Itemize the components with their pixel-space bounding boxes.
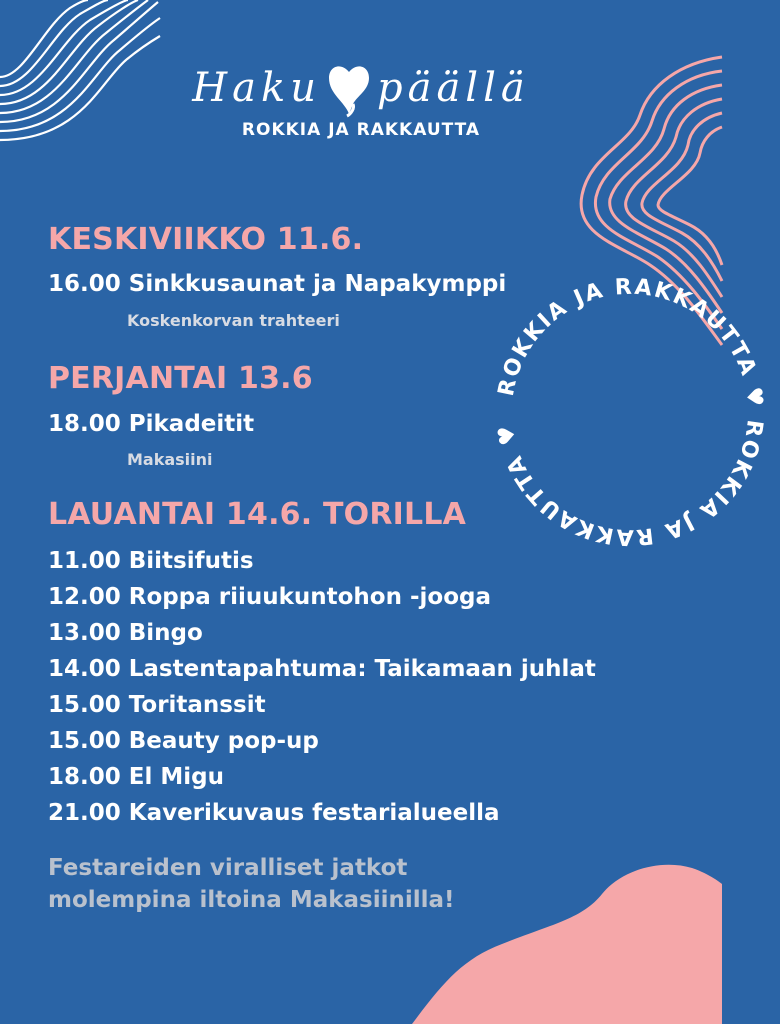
- logo-wordmark: [192, 58, 529, 118]
- footer-note: [48, 852, 455, 916]
- event-item: 18.00 El Migu: [48, 764, 224, 790]
- footer-line-2: molempina iltoina Makasiinilla!: [48, 887, 455, 913]
- circular-text-badge: [480, 262, 780, 562]
- footer-line-1: Festareiden viralliset jatkot: [48, 855, 408, 881]
- event-item: 21.00 Kaverikuvaus festarialueella: [48, 800, 500, 826]
- day-heading-friday: PERJANTAI 13.6: [48, 361, 313, 396]
- logo-left-text: Haku: [192, 65, 321, 111]
- event-venue: Makasiini: [127, 450, 213, 469]
- event-item: 15.00 Beauty pop-up: [48, 728, 319, 754]
- tagline: ROKKIA JA RAKKAUTTA: [241, 120, 481, 140]
- event-item: 11.00 Biitsifutis: [48, 548, 254, 574]
- event-item: 14.00 Lastentapahtuma: Taikamaan juhlat: [48, 656, 596, 682]
- logo-right-text: päällä: [377, 65, 530, 111]
- event-item: 13.00 Bingo: [48, 620, 203, 646]
- event-item: 12.00 Roppa riiuukuntohon -jooga: [48, 584, 491, 610]
- svg-text:ROKKIA JA RAKKAUTTA ♥ ROKKIA J: ROKKIA JA RAKKAUTTA ♥ ROKKIA JA RAKKAUTTA ♥: [493, 274, 768, 550]
- day-heading-wednesday: KESKIVIIKKO 11.6.: [48, 222, 364, 257]
- event-item: 16.00 Sinkkusaunat ja Napakymppi: [48, 271, 507, 297]
- event-venue: Koskenkorvan trahteeri: [127, 311, 340, 330]
- logo: [0, 58, 722, 140]
- day-heading-saturday: LAUANTAI 14.6. TORILLA: [48, 497, 467, 532]
- event-item: 18.00 Pikadeitit: [48, 411, 255, 437]
- heart-icon: [323, 58, 375, 118]
- event-item: 15.00 Toritanssit: [48, 692, 266, 718]
